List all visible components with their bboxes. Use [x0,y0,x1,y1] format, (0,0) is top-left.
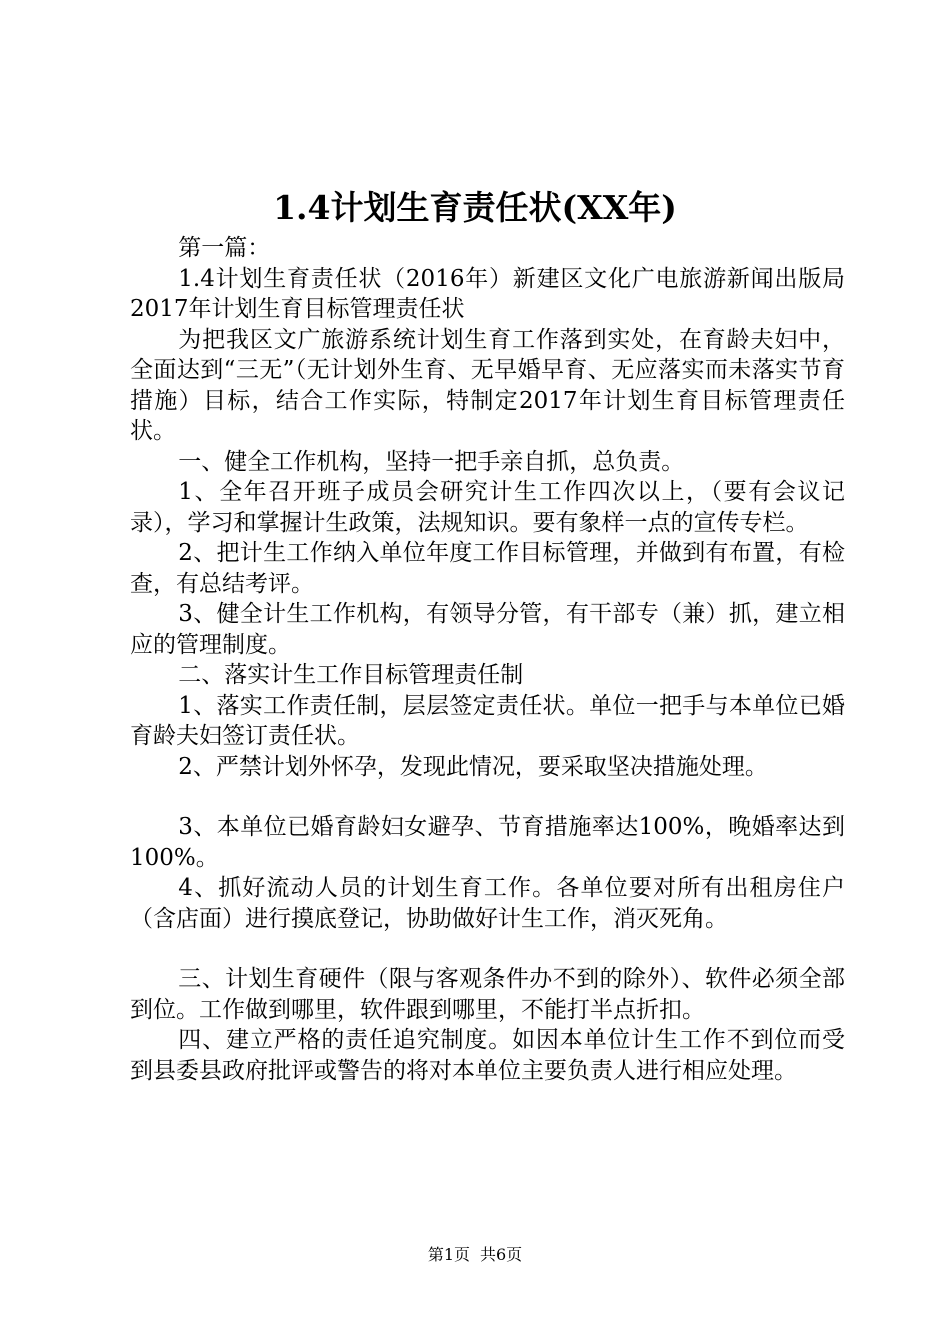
paragraph-item-2-1: 1、落实工作责任制，层层签定责任状。单位一把手与本单位已婚育龄夫妇签订责任状。 [130,692,845,749]
document-title: 1.4计划生育责任状(XX年) [273,188,677,227]
paragraph-heading-1: 一、健全工作机构，坚持一把手亲自抓，总负责。 [178,448,685,475]
paragraph-item-2-4: 4、抓好流动人员的计划生育工作。各单位要对所有出租房住户（含店面）进行摸底登记，协助做好计生工作，消灭死角。 [130,875,845,932]
paragraph-item-2-3: 3、本单位已婚育龄妇女避孕、节育措施率达100%，晚婚率达到100%。 [130,814,845,871]
paragraph-heading-4: 四、建立严格的责任追究制度。如因本单位计生工作不到位而受到县委县政府批评或警告的将对本单位主要负责人进行相应处理。 [130,1027,845,1084]
paragraph-subtitle: 1.4计划生育责任状（2016年）新建区文化广电旅游新闻出版局2017年计划生育目标管理责任状 [130,265,845,322]
paragraph-heading-3: 三、计划生育硬件（限与客观条件办不到的除外）、软件必须全部到位。工作做到哪里，软件跟到哪里，不能打半点折扣。 [130,966,845,1023]
paragraph-heading-2: 二、落实计生工作目标管理责任制 [178,662,524,688]
page-footer [0,1245,950,1265]
page-number-total: 共6页 [480,1245,523,1264]
paragraph-item-2-2: 2、严禁计划外怀孕，发现此情况，要采取坚决措施处理。 [178,753,768,780]
paragraph-item-1-3: 3、健全计生工作机构，有领导分管，有干部专（兼）抓，建立相应的管理制度。 [130,601,845,658]
paragraph-section-heading: 第一篇： [178,235,271,261]
paragraph-item-1-2: 2、把计生工作纳入单位年度工作目标管理，并做到有布置，有检查，有总结考评。 [130,540,845,597]
paragraph-intro: 为把我区文广旅游系统计划生育工作落到实处，在育龄夫妇中，全面达到“三无”（无计划外生育、无早婚早育、无应落实而未落实节育措施）目标，结合工作实际，特制定2017年计划生育目标管理责任状。 [130,326,845,444]
page-number-current: 第1页 [427,1245,470,1264]
document-body [130,233,845,1086]
paragraph-item-1-1: 1、全年召开班子成员会研究计生工作四次以上，（要有会议记录），学习和掌握计生政策，法规知识。要有象样一点的宣传专栏。 [130,479,845,536]
